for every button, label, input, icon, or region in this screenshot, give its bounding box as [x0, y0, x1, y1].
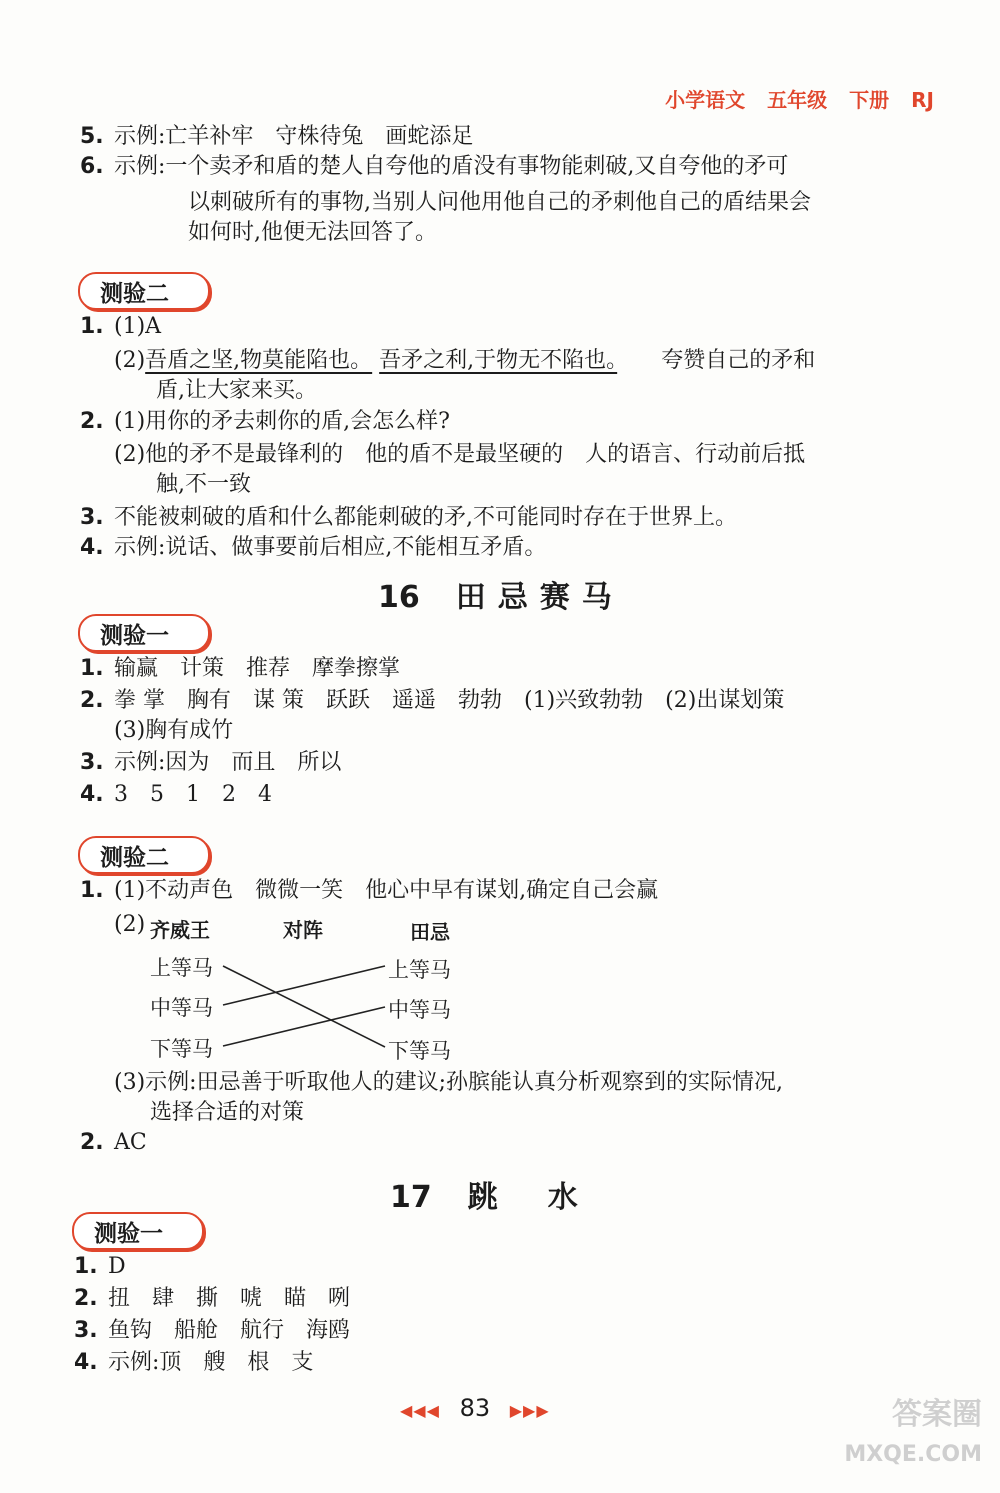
section-badge-16-test2: 测验二	[78, 836, 210, 874]
answer-6-line2: 以刺破所有的事物,当别人问他用他自己的矛刺他自己的盾结果会	[188, 190, 811, 215]
page-footer	[400, 1394, 550, 1422]
prev-arrows-icon: ◀◀◀	[400, 1401, 440, 1420]
l16-t2-answer-1-part2-label: (2)	[114, 912, 146, 937]
match-line-3-2	[223, 1007, 385, 1046]
t2-answer-2: 2. (1)用你的矛去刺你的盾,会怎么样?	[80, 409, 450, 434]
match-left-3: 下等马	[150, 1037, 213, 1061]
section-badge-17-test1: 测验一	[72, 1212, 204, 1250]
page-number: 83	[459, 1394, 491, 1422]
l16-t1-answer-2-line2: (3)胸有成竹	[114, 718, 234, 743]
next-arrows-icon: ▶▶▶	[509, 1401, 550, 1420]
matching-col-right: 田忌	[410, 920, 450, 944]
answer-6: 6. 示例:一个卖矛和盾的楚人自夸他的盾没有事物能刺破,又自夸他的矛可	[80, 154, 789, 179]
answer-5: 5. 示例:亡羊补牢 守株待兔 画蛇添足	[80, 124, 474, 149]
l16-t1-answer-1: 1. 输赢 计策 推荐 摩拳擦掌	[80, 656, 401, 681]
l16-t1-answer-2: 2. 拳 掌 胸有 谋 策 跃跃 遥遥 勃勃 (1)兴致勃勃 (2)出谋划策	[80, 688, 785, 713]
matching-col-mid: 对阵	[283, 918, 323, 942]
l16-t2-answer-1-part3: (3)示例:田忌善于听取他人的建议;孙膑能认真分析观察到的实际情况,	[114, 1070, 783, 1095]
t2-answer-3: 3. 不能被刺破的盾和什么都能刺破的矛,不可能同时存在于世界上。	[80, 505, 737, 530]
match-right-2: 中等马	[388, 998, 451, 1022]
l16-t2-answer-1-part3-line2: 选择合适的对策	[150, 1100, 305, 1125]
l17-t1-answer-4: 4. 示例:顶 艘 根 支	[74, 1350, 314, 1375]
lesson-17-heading: 17 跳 水	[390, 1180, 588, 1215]
t2-answer-1-part2-line2: 盾,让大家来买。	[156, 378, 317, 403]
match-line-1-3	[223, 966, 385, 1047]
t2-answer-4: 4. 示例:说话、做事要前后相应,不能相互矛盾。	[80, 535, 547, 560]
match-left-1: 上等马	[150, 956, 213, 980]
header-edition: RJ	[911, 88, 934, 112]
matching-col-left: 齐威王	[150, 918, 210, 942]
header-subject: 小学语文	[665, 88, 746, 112]
l17-t1-answer-1: 1. D	[74, 1254, 126, 1279]
match-right-3: 下等马	[388, 1039, 451, 1063]
t2-answer-2-part2-line2: 触,不一致	[156, 472, 251, 497]
section-badge-test2: 测验二	[78, 272, 210, 310]
match-right-1: 上等马	[388, 958, 451, 982]
answer-6-line3: 如何时,他便无法回答了。	[188, 220, 437, 245]
t2-answer-2-part2: (2)他的矛不是最锋利的 他的盾不是最坚硬的 人的语言、行动前后抵	[114, 442, 806, 467]
lesson-16-heading: 16 田忌赛马	[378, 580, 624, 615]
watermark-logo: 答案圈 MXQE.COM	[844, 1397, 982, 1467]
section-badge-16-test1: 测验一	[78, 614, 210, 652]
match-line-2-1	[223, 966, 385, 1005]
l17-t1-answer-3: 3. 鱼钩 船舱 航行 海鸥	[74, 1318, 351, 1343]
l16-t1-answer-4: 4. 3 5 1 2 4	[80, 782, 272, 807]
t2-answer-1: 1. (1)A	[80, 314, 162, 339]
header-volume: 下册	[849, 88, 890, 112]
t2-answer-1-part2: (2)吾盾之坚,物莫能陷也。 吾矛之利,于物无不陷也。 夸赞自己的矛和	[114, 348, 816, 373]
l17-t1-answer-2: 2. 扭 肆 撕 唬 瞄 咧	[74, 1286, 351, 1311]
l16-t2-answer-1: 1. (1)不动声色 微微一笑 他心中早有谋划,确定自己会赢	[80, 878, 659, 903]
header-grade: 五年级	[767, 88, 828, 112]
l16-t1-answer-3: 3. 示例:因为 而且 所以	[80, 750, 342, 775]
l16-t2-answer-2: 2. AC	[80, 1130, 147, 1155]
match-left-2: 中等马	[150, 996, 213, 1020]
